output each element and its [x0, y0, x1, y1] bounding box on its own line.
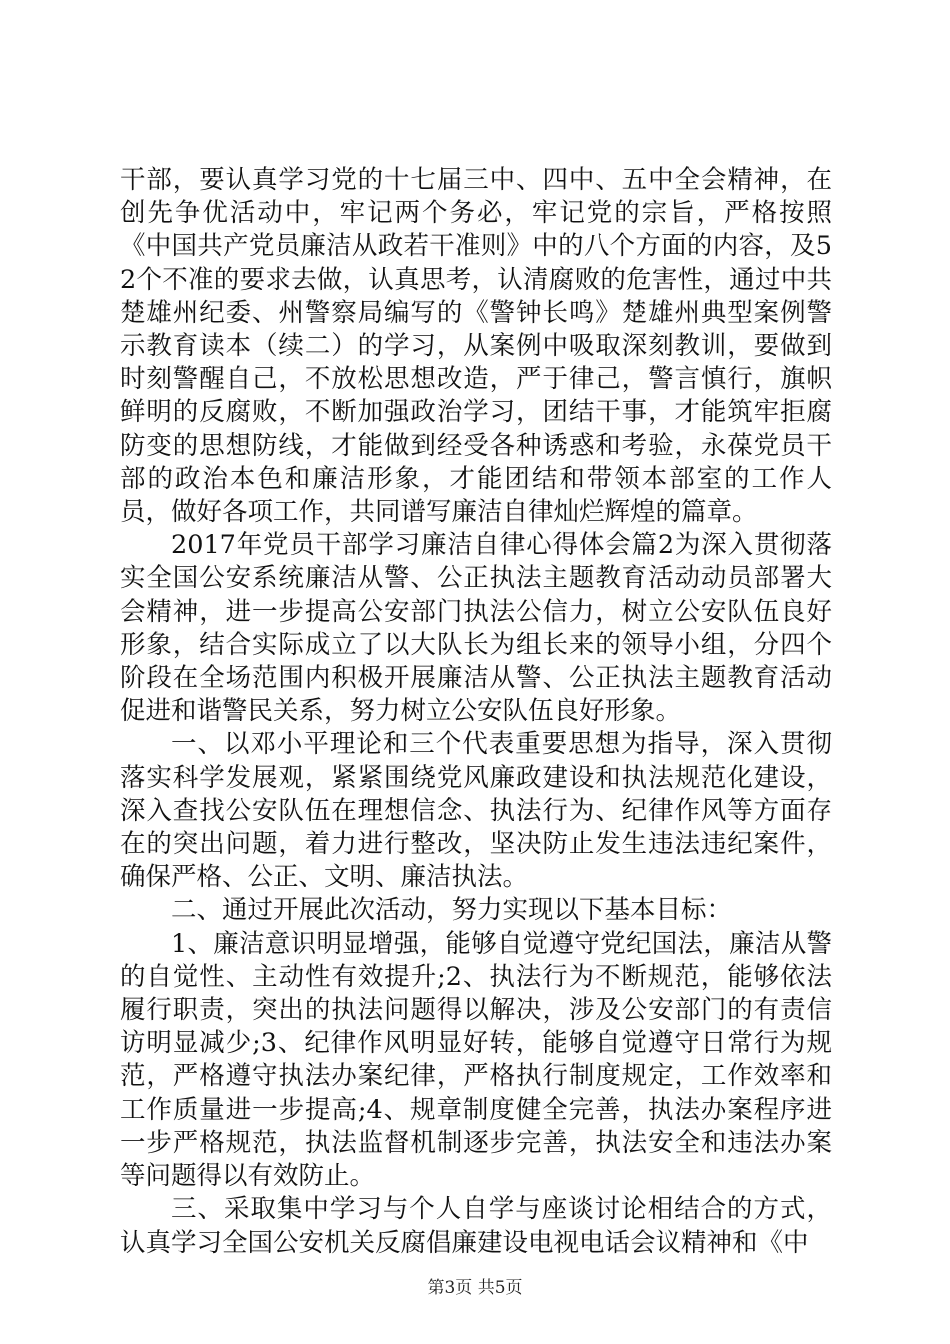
paragraph-article-2-intro: 2017年党员干部学习廉洁自律心得体会篇2为深入贯彻落实全国公安系统廉洁从警、公正执法主题教育活动动员部署大会精神，进一步提高公安部门执法公信力，树立公安队伍良好形象，结合实际成立了以大队长为组长来的领导小组，分四个阶段在全场范围内积极开展廉洁从警、公正执法主题教育活动促进和谐警民关系，努力树立公安队伍良好形象。: [120, 530, 832, 727]
paragraph-goals-list: 1、廉洁意识明显增强，能够自觉遵守党纪国法，廉洁从警的自觉性、主动性有效提升;2、执法行为不断规范，能够依法履行职责，突出的执法问题得以解决，涉及公安部门的有责信访明显减少;3、纪律作风明显好转，能够自觉遵守日常行为规范，严格遵守执法办案纪律，严格执行制度规定，工作效率和工作质量进一步提高;4、规章制度健全完善，执法办案程序进一步严格规范，执法监督机制逐步完善，执法安全和违法办案等问题得以有效防止。: [120, 928, 832, 1192]
paragraph-methods: 三、采取集中学习与个人自学与座谈讨论相结合的方式，认真学习全国公安机关反腐倡廉建设电视电话会议精神和《中: [120, 1194, 832, 1258]
document-body: [120, 164, 832, 1260]
paragraph-guiding-principle: 一、以邓小平理论和三个代表重要思想为指导，深入贯彻落实科学发展观，紧紧围绕党风廉政建设和执法规范化建设，深入查找公安队伍在理想信念、执法行为、纪律作风等方面存在的突出问题，着力进行整改，坚决防止发生违法违纪案件，确保严格、公正、文明、廉洁执法。: [120, 729, 832, 893]
paragraph-continuation: 干部，要认真学习党的十七届三中、四中、五中全会精神，在创先争优活动中，牢记两个务必，牢记党的宗旨，严格按照《中国共产党员廉洁从政若干准则》中的八个方面的内容，及52个不准的要求去做，认真思考，认清腐败的危害性，通过中共楚雄州纪委、州警察局编写的《警钟长鸣》楚雄州典型案例警示教育读本（续二）的学习，从案例中吸取深刻教训，要做到时刻警醒自己，不放松思想改造，严于律己，警言慎行，旗帜鲜明的反腐败，不断加强政治学习，团结干事，才能筑牢拒腐防变的思想防线，才能做到经受各种诱惑和考验，永葆党员干部的政治本色和廉洁形象，才能团结和带领本部室的工作人员，做好各项工作，共同谱写廉洁自律灿烂辉煌的篇章。: [120, 165, 832, 528]
page-number-footer: 第3页 共5页: [427, 1278, 523, 1298]
paragraph-goals-heading: 二、通过开展此次活动，努力实现以下基本目标：: [171, 895, 733, 926]
